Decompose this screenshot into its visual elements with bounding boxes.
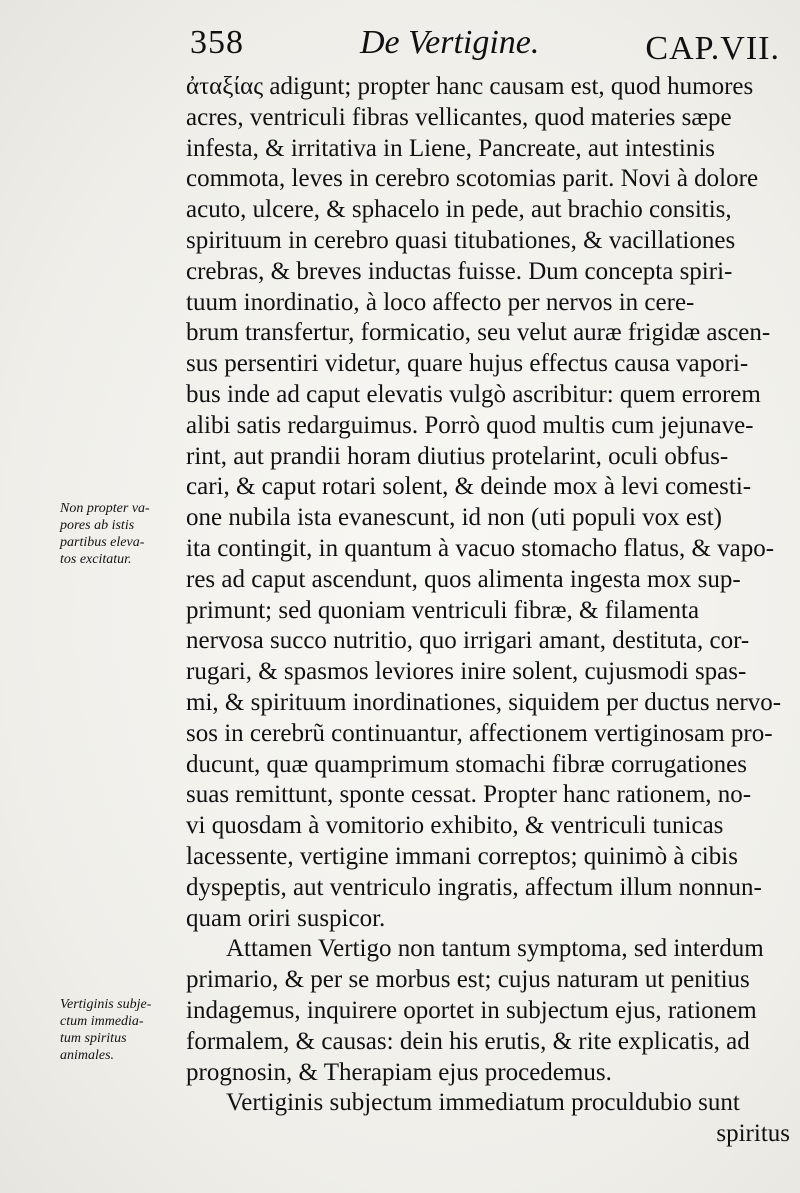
text-line: lacessente, vertigine immani correptos; quinimò à cibis: [186, 842, 738, 870]
margin-note-line: Vertiginis subje-: [60, 997, 152, 1012]
running-title: De Vertigine.: [360, 24, 540, 61]
margin-note-line: tos excitatur.: [60, 552, 132, 567]
text-line: rugari, & spasmos leviores inire solent, cujusmodi spas-: [186, 658, 747, 686]
margin-note-line: partibus eleva-: [60, 535, 145, 550]
text-line: brum transfertur, formicatio, seu velut auræ frigidæ ascen-: [186, 319, 771, 347]
text-line: acuto, ulcere, & sphacelo in pede, aut brachio consitis,: [186, 196, 732, 224]
text-line: quam oriri suspicor.: [186, 904, 386, 932]
text-line: tuum inordinatio, à loco affecto per nervos in cere-: [186, 288, 695, 316]
margin-note-line: ctum immedia-: [60, 1014, 144, 1029]
text-line: spirituum in cerebro quasi titubationes, & vacillationes: [186, 226, 736, 254]
main-text: [186, 72, 790, 1150]
text-line: ita contingit, in quantum à vacuo stomacho flatus, & vapo-: [186, 534, 775, 562]
margin-note: [60, 996, 182, 1064]
margin-note: [60, 500, 182, 568]
text-line: ἀταξίας adigunt; propter hanc causam est, quod humores: [186, 73, 754, 100]
text-line: primunt; sed quoniam ventriculi fibræ, & filamenta: [186, 596, 700, 624]
text-line: spiritus: [716, 1120, 790, 1148]
text-line: formalem, & causas: dein his erutis, & rite explicatis, ad: [186, 1027, 750, 1055]
text-line: bus inde ad caput elevatis vulgò ascribitur: quem errorem: [186, 380, 761, 408]
text-line: commota, leves in cerebro scotomias parit. Novi à dolore: [186, 165, 759, 193]
text-line: rint, aut prandii horam diutius protelarint, oculi obfus-: [186, 442, 729, 470]
text-line: sus persentiri videtur, quare hujus effectus causa vapori-: [186, 350, 749, 378]
text-line: one nubila ista evanescunt, id non (uti populi vox est): [186, 504, 723, 532]
page-number: 358: [190, 24, 244, 61]
text-line: indagemus, inquirere oportet in subjectum ejus, rationem: [186, 996, 757, 1024]
text-line: primario, & per se morbus est; cujus naturam ut penitius: [186, 966, 750, 994]
margin-note-line: tum spiritus: [60, 1031, 127, 1046]
text-line: cari, & caput rotari solent, & deinde mox à levi comesti-: [186, 473, 752, 501]
chapter-label: CAP.VII.: [645, 30, 780, 67]
margin-note-line: pores ab istis: [60, 518, 135, 533]
page-header: [190, 18, 780, 78]
text-line: vi quosdam à vomitorio exhibito, & ventriculi tunicas: [186, 812, 724, 840]
text-line: prognosin, & Therapiam ejus procedemus.: [186, 1058, 612, 1086]
text-line: Vertiginis subjectum immediatum proculdubio sunt: [226, 1089, 740, 1117]
text-line: dyspeptis, aut ventriculo ingratis, affectum illum nonnun-: [186, 873, 762, 901]
text-line: suas remittunt, sponte cessat. Propter hanc rationem, no-: [186, 781, 752, 809]
margin-note-line: Non propter va-: [60, 501, 150, 516]
text-line: crebras, & breves inductas fuisse. Dum concepta spiri-: [186, 257, 733, 285]
text-line: infesta, & irritativa in Liene, Pancreate, aut intestinis: [186, 134, 715, 162]
text-line: mi, & spirituum inordinationes, siquidem per ductus nervo-: [186, 688, 782, 716]
text-line: sos in cerebrũ continuantur, affectionem vertiginosam pro-: [186, 719, 773, 747]
text-line: Attamen Vertigo non tantum symptoma, sed interdum: [226, 935, 764, 963]
text-line: ducunt, quæ quamprimum stomachi fibræ corrugationes: [186, 750, 748, 778]
text-line: res ad caput ascendunt, quos alimenta ingesta mox sup-: [186, 565, 741, 593]
text-line: nervosa succo nutritio, quo irrigari amant, destituta, cor-: [186, 627, 750, 655]
text-line: acres, ventriculi fibras vellicantes, quod materies sæpe: [186, 103, 732, 131]
text-line: alibi satis redarguimus. Porrò quod multis cum jejunave-: [186, 411, 754, 439]
margin-note-line: animales.: [60, 1048, 115, 1063]
